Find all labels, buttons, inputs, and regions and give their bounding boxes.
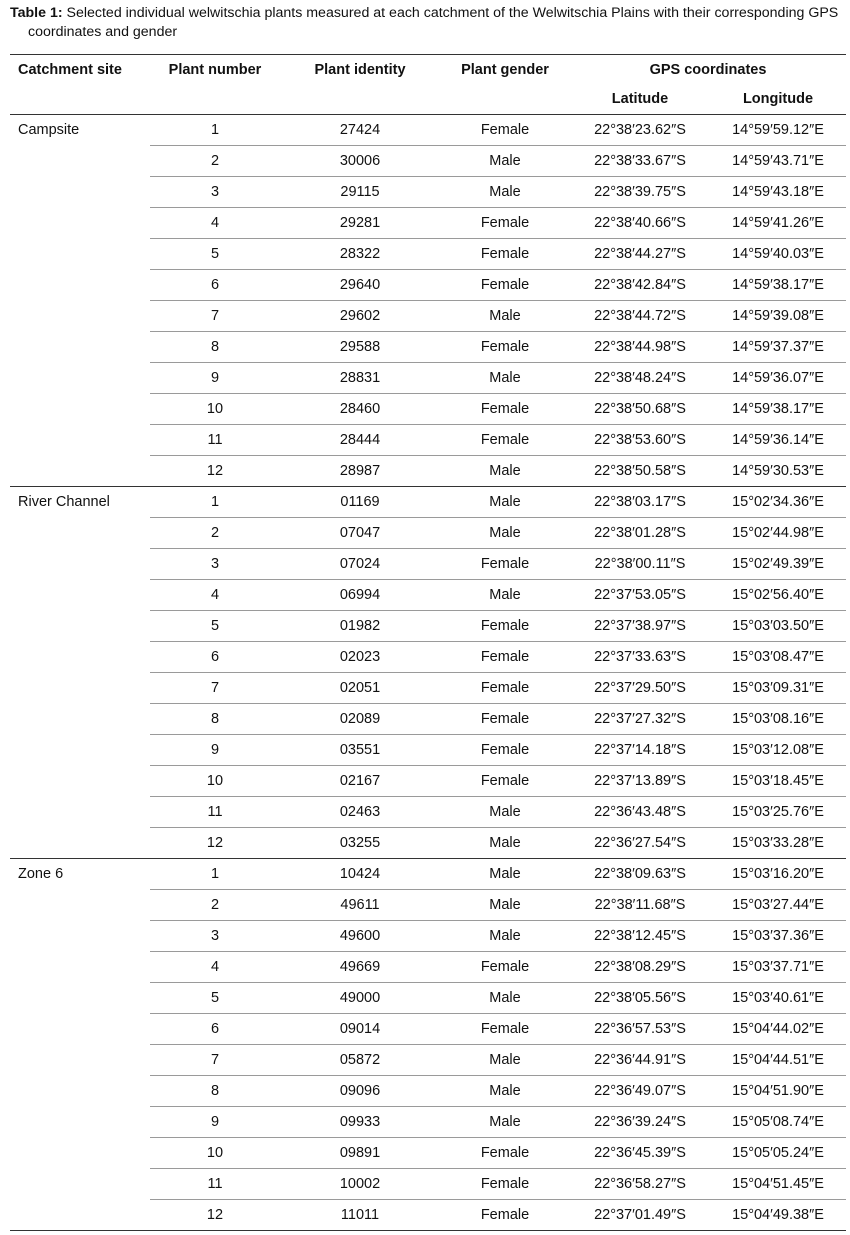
plant-number-cell: 6 (150, 270, 280, 301)
plant-gender-cell: Female (440, 394, 570, 425)
plant-gender-cell: Female (440, 115, 570, 146)
plant-gender-cell: Female (440, 549, 570, 580)
latitude-cell: 22°38′42.84″S (570, 270, 710, 301)
table-row (10, 673, 846, 704)
plant-gender-cell: Male (440, 1076, 570, 1107)
plant-identity-cell: 02051 (280, 673, 440, 704)
catchment-site-cell (10, 456, 150, 487)
plant-gender-cell: Male (440, 363, 570, 394)
plant-gender-cell: Male (440, 859, 570, 890)
table-row (10, 921, 846, 952)
longitude-cell: 15°04′51.90″E (710, 1076, 846, 1107)
table-row (10, 363, 846, 394)
plant-identity-cell: 49669 (280, 952, 440, 983)
catchment-site-cell (10, 735, 150, 766)
latitude-cell: 22°37′27.32″S (570, 704, 710, 735)
catchment-site-cell (10, 332, 150, 363)
longitude-cell: 15°03′37.36″E (710, 921, 846, 952)
caption-text-continued: coordinates and gender (28, 24, 178, 40)
plant-number-cell: 12 (150, 828, 280, 859)
longitude-cell: 15°03′33.28″E (710, 828, 846, 859)
latitude-cell: 22°38′05.56″S (570, 983, 710, 1014)
plant-number-cell: 9 (150, 735, 280, 766)
longitude-cell: 15°02′34.36″E (710, 487, 846, 518)
catchment-site-cell (10, 642, 150, 673)
plant-gender-cell: Male (440, 828, 570, 859)
header-latitude: Latitude (570, 84, 710, 115)
table-row (10, 1045, 846, 1076)
plant-gender-cell: Male (440, 1045, 570, 1076)
plant-number-cell: 4 (150, 208, 280, 239)
table-row (10, 115, 846, 146)
plant-identity-cell: 30006 (280, 146, 440, 177)
latitude-cell: 22°38′08.29″S (570, 952, 710, 983)
latitude-cell: 22°37′53.05″S (570, 580, 710, 611)
plant-number-cell: 2 (150, 890, 280, 921)
plant-identity-cell: 01982 (280, 611, 440, 642)
plant-identity-cell: 03551 (280, 735, 440, 766)
catchment-site-cell: River Channel (18, 494, 110, 511)
table-row (10, 1107, 846, 1138)
plant-gender-cell: Male (440, 301, 570, 332)
table-row (10, 177, 846, 208)
table-row (10, 890, 846, 921)
table-row (10, 208, 846, 239)
plant-identity-cell: 49611 (280, 890, 440, 921)
longitude-cell: 14°59′38.17″E (710, 394, 846, 425)
plant-gender-cell: Male (440, 890, 570, 921)
plant-identity-cell: 11011 (280, 1200, 440, 1231)
plant-gender-cell: Male (440, 921, 570, 952)
plant-identity-cell: 02023 (280, 642, 440, 673)
latitude-cell: 22°36′49.07″S (570, 1076, 710, 1107)
table-row (10, 549, 846, 580)
plant-number-cell: 10 (150, 1138, 280, 1169)
header-longitude: Longitude (710, 84, 846, 115)
longitude-cell: 15°03′09.31″E (710, 673, 846, 704)
longitude-cell: 15°02′44.98″E (710, 518, 846, 549)
plant-identity-cell: 27424 (280, 115, 440, 146)
plant-gender-cell: Female (440, 1138, 570, 1169)
plant-gender-cell: Male (440, 146, 570, 177)
plant-gender-cell: Female (440, 673, 570, 704)
catchment-site-cell (10, 766, 150, 797)
longitude-cell: 15°03′25.76″E (710, 797, 846, 828)
longitude-cell: 15°03′12.08″E (710, 735, 846, 766)
catchment-site-cell (10, 1169, 150, 1200)
plant-number-cell: 1 (150, 115, 280, 146)
plant-identity-cell: 29588 (280, 332, 440, 363)
latitude-cell: 22°36′44.91″S (570, 1045, 710, 1076)
catchment-site-cell (10, 1200, 150, 1231)
plant-identity-cell: 28322 (280, 239, 440, 270)
latitude-cell: 22°38′09.63″S (570, 859, 710, 890)
plant-identity-cell: 09933 (280, 1107, 440, 1138)
table-row (10, 611, 846, 642)
caption-text: Selected individual welwitschia plants measured at each catchment of the Welwitschia Plains with their corresponding GPS (62, 5, 839, 21)
plant-identity-cell: 02089 (280, 704, 440, 735)
header-plant-gender: Plant gender (440, 55, 570, 85)
plant-number-cell: 9 (150, 1107, 280, 1138)
latitude-cell: 22°36′58.27″S (570, 1169, 710, 1200)
longitude-cell: 15°03′40.61″E (710, 983, 846, 1014)
plant-identity-cell: 06994 (280, 580, 440, 611)
longitude-cell: 15°03′37.71″E (710, 952, 846, 983)
plant-identity-cell: 29115 (280, 177, 440, 208)
plant-gender-cell: Male (440, 456, 570, 487)
catchment-site-cell (10, 1138, 150, 1169)
plant-number-cell: 12 (150, 456, 280, 487)
catchment-site-cell (10, 270, 150, 301)
latitude-cell: 22°38′48.24″S (570, 363, 710, 394)
plant-identity-cell: 05872 (280, 1045, 440, 1076)
plant-identity-cell: 49000 (280, 983, 440, 1014)
header-catchment-site: Catchment site (10, 55, 150, 85)
latitude-cell: 22°37′14.18″S (570, 735, 710, 766)
catchment-site-cell (10, 425, 150, 456)
plant-identity-cell: 29281 (280, 208, 440, 239)
catchment-site-cell (10, 704, 150, 735)
latitude-cell: 22°37′33.63″S (570, 642, 710, 673)
table-row (10, 642, 846, 673)
plant-identity-cell: 28460 (280, 394, 440, 425)
longitude-cell: 15°04′44.51″E (710, 1045, 846, 1076)
longitude-cell: 14°59′36.14″E (710, 425, 846, 456)
plant-number-cell: 11 (150, 425, 280, 456)
plant-number-cell: 4 (150, 580, 280, 611)
table-row (10, 735, 846, 766)
catchment-site-cell (10, 239, 150, 270)
plant-number-cell: 3 (150, 921, 280, 952)
plant-number-cell: 4 (150, 952, 280, 983)
table-row (10, 1076, 846, 1107)
table-row (10, 456, 846, 487)
plant-gender-cell: Male (440, 580, 570, 611)
header-gps-coordinates: GPS coordinates (570, 55, 846, 85)
longitude-cell: 15°03′16.20″E (710, 859, 846, 890)
plant-gender-cell: Female (440, 642, 570, 673)
catchment-site-cell (10, 146, 150, 177)
longitude-cell: 14°59′59.12″E (710, 115, 846, 146)
table-row (10, 859, 846, 890)
longitude-cell: 14°59′43.71″E (710, 146, 846, 177)
catchment-site-cell (10, 363, 150, 394)
plant-identity-cell: 28831 (280, 363, 440, 394)
plant-gender-cell: Male (440, 177, 570, 208)
plant-gender-cell: Female (440, 425, 570, 456)
catchment-site-cell: Campsite (18, 122, 80, 139)
catchment-site-cell (10, 921, 150, 952)
longitude-cell: 15°03′27.44″E (710, 890, 846, 921)
latitude-cell: 22°38′00.11″S (570, 549, 710, 580)
table-row (10, 270, 846, 301)
latitude-cell: 22°36′27.54″S (570, 828, 710, 859)
caption-label: Table 1: (10, 5, 63, 21)
plant-number-cell: 1 (150, 859, 280, 890)
plant-gender-cell: Female (440, 1169, 570, 1200)
plant-gender-cell: Male (440, 487, 570, 518)
longitude-cell: 15°05′05.24″E (710, 1138, 846, 1169)
plant-identity-cell: 29602 (280, 301, 440, 332)
latitude-cell: 22°38′50.58″S (570, 456, 710, 487)
plant-number-cell: 3 (150, 177, 280, 208)
table-row (10, 394, 846, 425)
plant-identity-cell: 09014 (280, 1014, 440, 1045)
catchment-site-cell (10, 1014, 150, 1045)
plant-number-cell: 7 (150, 673, 280, 704)
latitude-cell: 22°37′01.49″S (570, 1200, 710, 1231)
table-row (10, 797, 846, 828)
plant-number-cell: 7 (150, 1045, 280, 1076)
longitude-cell: 15°04′44.02″E (710, 1014, 846, 1045)
latitude-cell: 22°38′44.98″S (570, 332, 710, 363)
table-row (10, 487, 846, 518)
plant-number-cell: 10 (150, 394, 280, 425)
catchment-site-cell (10, 177, 150, 208)
latitude-cell: 22°37′29.50″S (570, 673, 710, 704)
table-row (10, 518, 846, 549)
latitude-cell: 22°38′44.27″S (570, 239, 710, 270)
plant-gender-cell: Female (440, 611, 570, 642)
plant-number-cell: 9 (150, 363, 280, 394)
plant-identity-cell: 49600 (280, 921, 440, 952)
latitude-cell: 22°38′44.72″S (570, 301, 710, 332)
longitude-cell: 14°59′30.53″E (710, 456, 846, 487)
longitude-cell: 15°04′49.38″E (710, 1200, 846, 1231)
plant-number-cell: 5 (150, 983, 280, 1014)
catchment-site-cell (10, 673, 150, 704)
table-row (10, 425, 846, 456)
catchment-site-cell (10, 983, 150, 1014)
plant-gender-cell: Female (440, 952, 570, 983)
header-plant-number: Plant number (150, 55, 280, 85)
catchment-site-cell (10, 580, 150, 611)
table-row (10, 952, 846, 983)
table-row (10, 1200, 846, 1231)
plant-number-cell: 2 (150, 518, 280, 549)
longitude-cell: 15°03′18.45″E (710, 766, 846, 797)
plant-number-cell: 3 (150, 549, 280, 580)
plant-gender-cell: Male (440, 983, 570, 1014)
plant-identity-cell: 03255 (280, 828, 440, 859)
latitude-cell: 22°38′39.75″S (570, 177, 710, 208)
plant-gender-cell: Female (440, 1014, 570, 1045)
catchment-site-cell (10, 1045, 150, 1076)
latitude-cell: 22°36′45.39″S (570, 1138, 710, 1169)
plant-gender-cell: Female (440, 735, 570, 766)
table-caption (10, 4, 845, 42)
longitude-cell: 14°59′40.03″E (710, 239, 846, 270)
latitude-cell: 22°37′13.89″S (570, 766, 710, 797)
plant-number-cell: 6 (150, 1014, 280, 1045)
plant-gender-cell: Male (440, 1107, 570, 1138)
plant-identity-cell: 09891 (280, 1138, 440, 1169)
plant-number-cell: 10 (150, 766, 280, 797)
catchment-site-cell (10, 890, 150, 921)
catchment-site-cell (10, 394, 150, 425)
plant-number-cell: 2 (150, 146, 280, 177)
latitude-cell: 22°38′12.45″S (570, 921, 710, 952)
longitude-cell: 14°59′37.37″E (710, 332, 846, 363)
plant-number-cell: 6 (150, 642, 280, 673)
plant-identity-cell: 07047 (280, 518, 440, 549)
longitude-cell: 14°59′38.17″E (710, 270, 846, 301)
catchment-site-cell (10, 518, 150, 549)
plant-gender-cell: Male (440, 518, 570, 549)
plant-identity-cell: 10002 (280, 1169, 440, 1200)
table-body (10, 115, 846, 1231)
table-row (10, 1014, 846, 1045)
longitude-cell: 15°02′49.39″E (710, 549, 846, 580)
table-header (10, 55, 846, 115)
header-plant-identity: Plant identity (280, 55, 440, 85)
table-row (10, 332, 846, 363)
longitude-cell: 15°03′03.50″E (710, 611, 846, 642)
longitude-cell: 15°04′51.45″E (710, 1169, 846, 1200)
longitude-cell: 15°03′08.16″E (710, 704, 846, 735)
catchment-site-cell (10, 797, 150, 828)
table-row (10, 146, 846, 177)
plant-gender-cell: Female (440, 270, 570, 301)
latitude-cell: 22°38′40.66″S (570, 208, 710, 239)
plant-number-cell: 8 (150, 704, 280, 735)
plant-number-cell: 12 (150, 1200, 280, 1231)
plant-identity-cell: 02167 (280, 766, 440, 797)
catchment-site-cell (10, 1076, 150, 1107)
plant-identity-cell: 28444 (280, 425, 440, 456)
table-row (10, 828, 846, 859)
plant-gender-cell: Female (440, 704, 570, 735)
table-row (10, 301, 846, 332)
plant-identity-cell: 02463 (280, 797, 440, 828)
catchment-site-cell (10, 301, 150, 332)
table-row (10, 983, 846, 1014)
longitude-cell: 15°05′08.74″E (710, 1107, 846, 1138)
catchment-site-cell (10, 1107, 150, 1138)
plant-gender-cell: Male (440, 797, 570, 828)
plant-number-cell: 5 (150, 239, 280, 270)
plant-gender-cell: Female (440, 208, 570, 239)
plant-number-cell: 7 (150, 301, 280, 332)
plant-identity-cell: 10424 (280, 859, 440, 890)
latitude-cell: 22°36′43.48″S (570, 797, 710, 828)
plant-gender-cell: Female (440, 1200, 570, 1231)
longitude-cell: 15°02′56.40″E (710, 580, 846, 611)
latitude-cell: 22°37′38.97″S (570, 611, 710, 642)
plant-number-cell: 5 (150, 611, 280, 642)
welwitschia-table (10, 54, 846, 1231)
latitude-cell: 22°36′39.24″S (570, 1107, 710, 1138)
latitude-cell: 22°38′53.60″S (570, 425, 710, 456)
latitude-cell: 22°38′23.62″S (570, 115, 710, 146)
plant-number-cell: 1 (150, 487, 280, 518)
catchment-site-cell: Zone 6 (18, 866, 64, 883)
catchment-site-cell (10, 611, 150, 642)
plant-number-cell: 11 (150, 1169, 280, 1200)
latitude-cell: 22°36′57.53″S (570, 1014, 710, 1045)
longitude-cell: 14°59′39.08″E (710, 301, 846, 332)
plant-number-cell: 8 (150, 1076, 280, 1107)
plant-identity-cell: 01169 (280, 487, 440, 518)
latitude-cell: 22°38′01.28″S (570, 518, 710, 549)
plant-identity-cell: 07024 (280, 549, 440, 580)
longitude-cell: 14°59′43.18″E (710, 177, 846, 208)
plant-identity-cell: 28987 (280, 456, 440, 487)
latitude-cell: 22°38′03.17″S (570, 487, 710, 518)
plant-gender-cell: Female (440, 332, 570, 363)
longitude-cell: 15°03′08.47″E (710, 642, 846, 673)
latitude-cell: 22°38′11.68″S (570, 890, 710, 921)
table-row (10, 1138, 846, 1169)
catchment-site-cell (10, 208, 150, 239)
catchment-site-cell (10, 828, 150, 859)
table-row (10, 239, 846, 270)
plant-number-cell: 11 (150, 797, 280, 828)
plant-identity-cell: 29640 (280, 270, 440, 301)
latitude-cell: 22°38′33.67″S (570, 146, 710, 177)
longitude-cell: 14°59′36.07″E (710, 363, 846, 394)
plant-number-cell: 8 (150, 332, 280, 363)
table-row (10, 766, 846, 797)
latitude-cell: 22°38′50.68″S (570, 394, 710, 425)
catchment-site-cell (10, 549, 150, 580)
table-row (10, 704, 846, 735)
longitude-cell: 14°59′41.26″E (710, 208, 846, 239)
plant-gender-cell: Female (440, 239, 570, 270)
table-row (10, 580, 846, 611)
plant-gender-cell: Female (440, 766, 570, 797)
catchment-site-cell (10, 952, 150, 983)
plant-identity-cell: 09096 (280, 1076, 440, 1107)
table-row (10, 1169, 846, 1200)
